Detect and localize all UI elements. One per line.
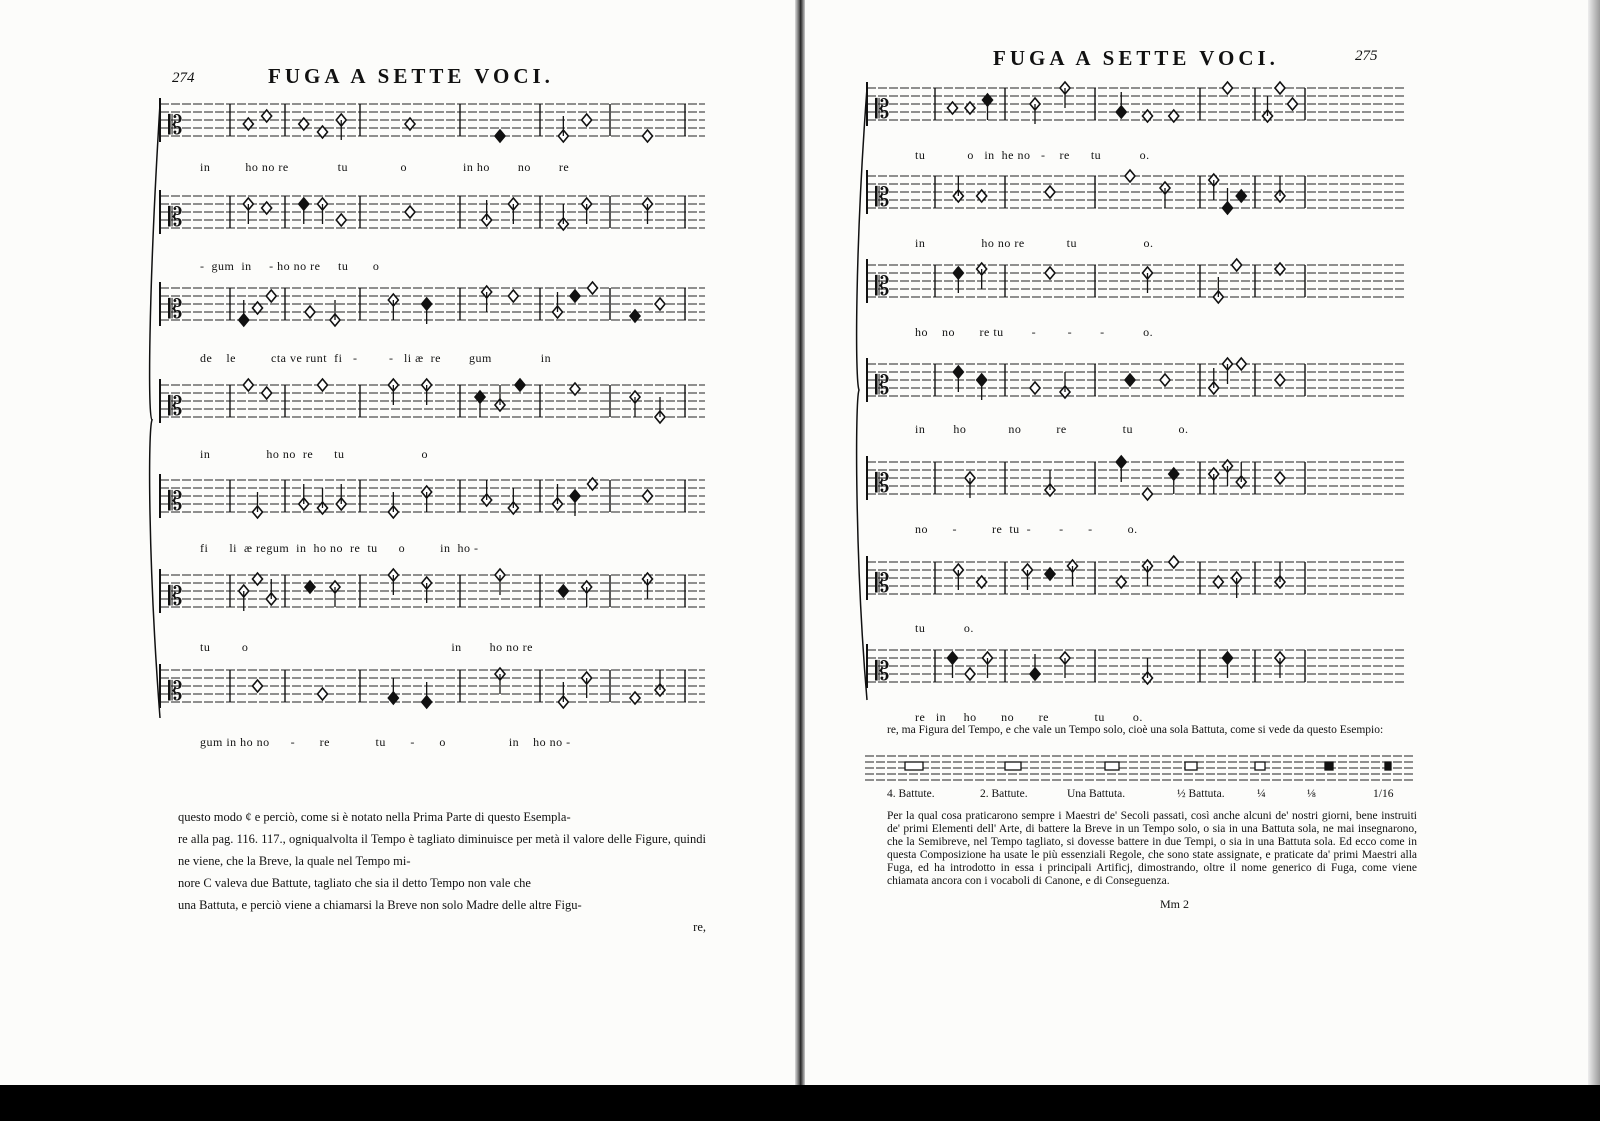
prose-line: re, <box>693 920 706 934</box>
lyric-line: in ho no re tu o. <box>915 422 1189 436</box>
example-label: 4. Battute. <box>887 788 935 800</box>
note-head <box>1232 259 1242 271</box>
example-label: ½ Battuta. <box>1177 788 1225 800</box>
note-head <box>1045 267 1055 279</box>
note-head <box>1169 556 1179 568</box>
page-title: FUGA A SETTE VOCI. <box>993 46 1279 70</box>
note-head <box>1236 358 1246 370</box>
note-head <box>1125 170 1135 182</box>
note-head <box>305 306 315 318</box>
note-head <box>570 290 580 302</box>
note-head <box>1275 374 1285 386</box>
note-head <box>1045 186 1055 198</box>
lyric-line: ho no re tu - - - o. <box>915 325 1154 339</box>
lyric-line: tu o. <box>915 621 974 635</box>
example-label: ⅛ <box>1307 788 1316 800</box>
clef-icon: 𝄡 <box>168 677 183 707</box>
lyric-line: fi li æ regum in ho no re tu o in ho - <box>200 541 479 555</box>
prose-text-top: re, ma Figura del Tempo, e che vale un Tempo solo, cioè una sola Battuta, come si vede da questo Esempio: <box>887 724 1384 736</box>
note-value-glyph <box>1325 762 1333 770</box>
prose-line: nore C valeva due Battute, tagliato che sia il detto Tempo non vale che <box>178 876 531 890</box>
lyric-line: tu o in ho no re <box>200 640 533 654</box>
page-number: 275 <box>1355 48 1378 64</box>
clef-icon: 𝄡 <box>168 487 183 517</box>
example-label: Una Battuta. <box>1067 788 1126 800</box>
clef-icon: 𝄡 <box>168 295 183 325</box>
prose-text <box>178 806 706 938</box>
clef-icon: 𝄡 <box>168 203 183 233</box>
note-value-glyph <box>905 762 923 770</box>
example-label: 1/16 <box>1373 788 1394 800</box>
left-page <box>0 0 795 1085</box>
note-head <box>643 490 653 502</box>
book-gutter <box>795 0 805 1085</box>
note-head <box>405 206 415 218</box>
note-value-glyph <box>1005 762 1021 770</box>
clef-icon: 𝄡 <box>875 272 890 302</box>
note-head <box>262 387 272 399</box>
page-number: 274 <box>172 70 195 86</box>
note-head <box>1125 374 1135 386</box>
lyric-line: de le cta ve runt fi - - li æ re gum in <box>200 351 552 365</box>
lyric-line: in ho no re tu o. <box>915 236 1154 250</box>
page-title: FUGA A SETTE VOCI. <box>268 64 554 88</box>
prose-line: questo modo ¢ e perciò, come si è notato nella Prima Parte di questo Esempla- <box>178 810 571 824</box>
clef-icon: 𝄡 <box>168 111 183 141</box>
prose-line: re alla pag. 116. 117., ogniqualvolta il Tempo è tagliato diminuisce per metà il valore delle Figure, quindi ne viene, che la Breve, la quale nel Tempo mi- <box>178 832 706 868</box>
lyric-line: gum in ho no - re tu - o in ho no - <box>200 735 571 749</box>
system-brace <box>857 88 867 700</box>
page-edge <box>1588 0 1600 1085</box>
scan-border <box>0 1085 1600 1121</box>
note-head <box>1160 374 1170 386</box>
clef-icon: 𝄡 <box>875 95 890 125</box>
note-head <box>558 585 568 597</box>
clef-icon: 𝄡 <box>168 582 183 612</box>
clef-icon: 𝄡 <box>168 392 183 422</box>
note-value-glyph <box>1255 762 1265 770</box>
clef-icon: 𝄡 <box>875 657 890 687</box>
note-head <box>515 379 525 391</box>
note-head <box>318 379 328 391</box>
note-head <box>965 668 975 680</box>
lyric-line: no - re tu - - - o. <box>915 522 1138 536</box>
clef-icon: 𝄡 <box>875 469 890 499</box>
prose-text-bottom: Per la qual cosa praticarono sempre i Maestri de' Secoli passati, così anche alcuni de' nostri giorni, bene instruiti de' primi Elementi dell' Arte, di battere la Breve in un Tempo solo, o sia in una Battuta sola, ne mai insegnarono, che la Semibreve, nel Tempo tagliato, si dovesse battere in due Tempi, o sia in una Battuta sola. Ed ecco come in questa Composizione ha usate le più essenziali Regole, che sono state assignate, e praticate da' primi Maestri alla Fuga, ed ha introdotto in essa i principali Artificj, dimostrando, oltre il nome generico di Fuga, come viene chiamata ancora con i vocaboli di Canone, e di Conseguenza. <box>887 810 1417 887</box>
example-label: 2. Battute. <box>980 788 1028 800</box>
prose-line: una Battuta, e perciò viene a chiamarsi la Breve non solo Madre delle altre Figu- <box>178 898 582 912</box>
right-page <box>805 0 1600 1085</box>
note-head <box>336 214 346 226</box>
example-label: ¼ <box>1257 788 1266 800</box>
lyric-line: re in ho no re tu o. <box>915 710 1143 724</box>
clef-icon: 𝄡 <box>875 183 890 213</box>
note-head <box>318 688 328 700</box>
note-head <box>508 290 518 302</box>
note-head <box>495 130 505 142</box>
clef-icon: 𝄡 <box>875 371 890 401</box>
note-head <box>1143 488 1153 500</box>
note-head <box>588 282 598 294</box>
note-head <box>1275 472 1285 484</box>
lyric-line: in ho no re tu o <box>200 447 428 461</box>
lyric-line: in ho no re tu o in ho no re <box>200 160 570 174</box>
note-value-glyph <box>1105 762 1119 770</box>
note-head <box>1223 82 1233 94</box>
note-head <box>643 130 653 142</box>
note-head <box>582 114 592 126</box>
note-value-glyph <box>1185 762 1197 770</box>
note-head <box>1288 98 1298 110</box>
note-head <box>243 379 253 391</box>
note-head <box>655 298 665 310</box>
note-head <box>253 680 263 692</box>
note-head <box>1030 382 1040 394</box>
system-brace <box>150 104 160 718</box>
lyric-line: - gum in - ho no re tu o <box>200 259 380 273</box>
note-value-glyph <box>1385 762 1391 770</box>
music-score <box>805 0 1600 810</box>
note-head <box>1275 82 1285 94</box>
signature-mark: Mm 2 <box>1160 897 1190 911</box>
clef-icon: 𝄡 <box>875 569 890 599</box>
note-head <box>266 290 276 302</box>
lyric-line: tu o in he no - re tu o. <box>915 148 1150 162</box>
